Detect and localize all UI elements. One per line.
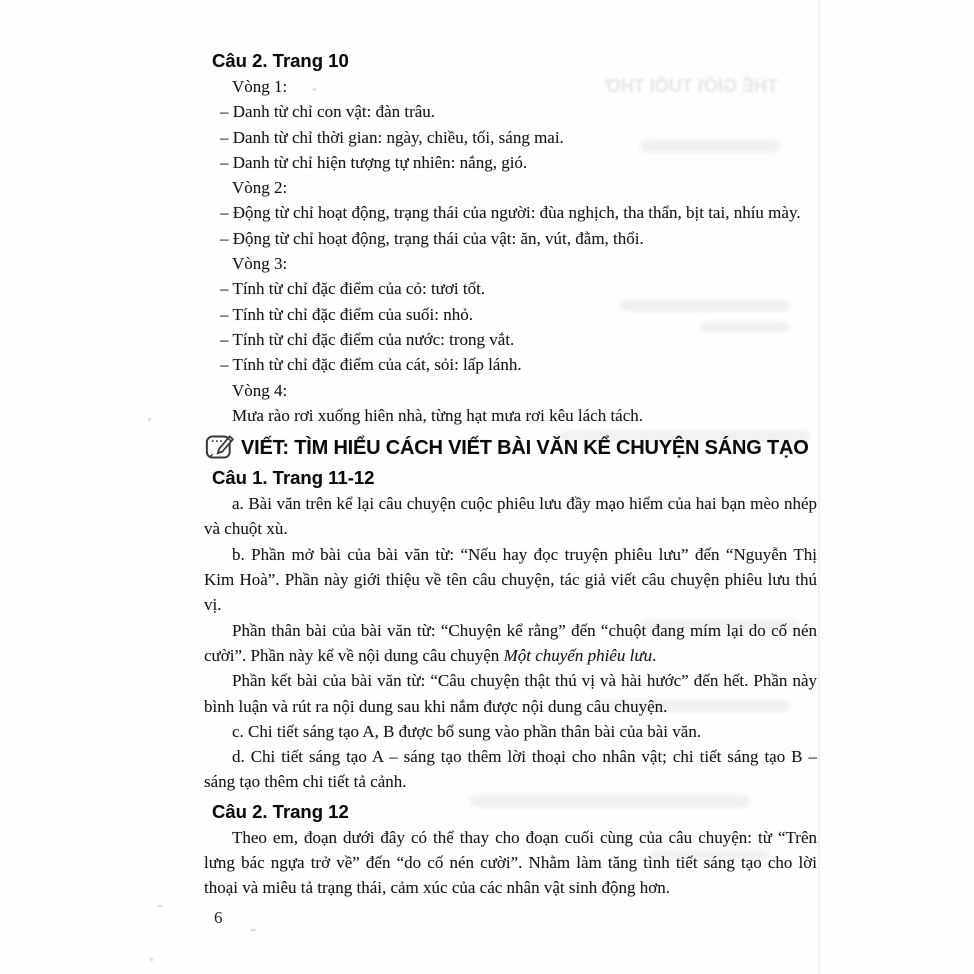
round4-answer: Mưa rào rơi xuống hiên nhà, từng hạt mưa rơi kêu lách tách. [232,405,644,425]
answer-conclusion-part: Phần kết bài của bài văn từ: “Câu chuyện thật thú vị và hài hước” đến hết. Phần này bình luận và rút ra nội dung sau khi nắm được nội dung câu chuyện. [204,671,817,716]
answer-c: c. Chi tiết sáng tạo A, B được bổ sung vào phần thân bài của bài văn. [232,721,702,741]
italic-story-title: Một chuyến phiêu lưu [503,645,653,665]
list-item: – Tính từ chỉ đặc điểm của suối: nhỏ. [220,304,473,324]
text-run: . [652,645,657,665]
list-item: – Tính từ chỉ đặc điểm của nước: trong vắt. [220,329,515,349]
question-heading-cau2-trang10: Câu 2. Trang 10 [212,50,349,71]
list-item: – Danh từ chỉ thời gian: ngày, chiều, tối, sáng mai. [220,127,564,147]
answer-d: d. Chi tiết sáng tạo A – sáng tạo thêm lời thoại cho nhân vật; chi tiết sáng tạo B – sáng tạo thêm chi tiết tả cảnh. [204,747,817,792]
list-item: – Tính từ chỉ đặc điểm của cỏ: tươi tốt. [220,279,486,299]
answer-theo-em: Theo em, đoạn dưới đây có thể thay cho đoạn cuối cùng của câu chuyện: từ “Trên lưng bác ngựa trở về” đến “do cố nén cười”. Nhằm làm tăng tình tiết sáng tạo cho lời thoại và miêu tả trạng thái, cảm xúc của các nhân vật sinh động hơn. [204,827,817,898]
round1-label: Vòng 1: [232,77,288,96]
speckle [150,958,153,961]
answer-a: a. Bài văn trên kể lại câu chuyện cuộc phiêu lưu đầy mạo hiểm của hai bạn mèo nhép và chuột xù. [204,494,817,539]
speckle [250,929,256,931]
list-item: – Động từ chỉ hoạt động, trạng thái của vật: ăn, vút, đằm, thổi. [220,228,644,248]
question-heading-cau2-trang12: Câu 2. Trang 12 [212,800,349,822]
text-run: Phần thân bài của bài văn từ: “Chuyện kể rằng” đến “chuột đang mím lại do cố nén cười”. Phần này kể về nội dung câu chuyện [204,620,817,665]
list-item: – Động từ chỉ hoạt động, trạng thái của người: đùa nghịch, tha thẩn, bịt tai, nhíu mày. [220,203,801,223]
speckle [148,418,151,421]
answer-b: b. Phần mở bài của bài văn từ: “Nếu hay đọc truyện phiêu lưu” đến “Nguyễn Thị Kim Hoà”. Phần này giới thiệu về tên câu chuyện, tác giả viết câu chuyện phiêu lưu thú vị. [204,544,817,615]
page-content [204,48,817,901]
bleedthrough-text: THẾ GIỚI TUỔI THƠ [605,76,778,96]
round3-label: Vòng 3: [232,254,288,274]
list-item: – Danh từ chỉ hiện tượng tự nhiên: nắng, gió. [220,152,528,172]
memo-pencil-icon [204,432,238,463]
page-number: 6 [214,908,223,927]
list-item: – Danh từ chỉ con vật: đàn trâu. [220,102,436,122]
round2-label: Vòng 2: [232,178,288,198]
section-heading-viet [204,432,817,463]
speckle [158,905,162,907]
list-item: – Tính từ chỉ đặc điểm của cát, sỏi: lấp lánh. [220,355,522,375]
scan-edge-line [818,0,820,974]
round4-label: Vòng 4: [232,380,288,400]
answer-body-part [204,618,817,669]
question-heading-cau1-trang11: Câu 1. Trang 11-12 [212,467,375,489]
section-title: VIẾT: TÌM HIỂU CÁCH VIẾT BÀI VĂN KỂ CHUYỆN SÁNG TẠO [241,436,809,459]
